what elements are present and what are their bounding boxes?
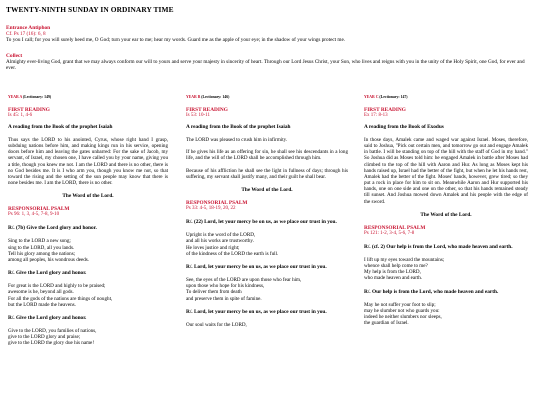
year-heading [8, 95, 168, 99]
psalm-response: R/. (cf. 2) Our help is from the Lord, who made heaven and earth. [364, 243, 513, 250]
psalm-verse: Give to the LORD, you families of nations, give to the LORD glory and praise; give to the LORD the glory due his name! [8, 328, 97, 347]
entrance-antiphon [6, 25, 534, 43]
year-label: YEAR C [364, 95, 379, 99]
year-heading [186, 95, 348, 99]
entrance-antiphon-label: Entrance Antiphon [6, 25, 51, 31]
reading-title: A reading from the Book of the prophet Isaiah [186, 124, 291, 130]
first-reading-cite: Ex 17: 8-13 [364, 113, 388, 118]
psalm-label: RESPONSORIAL PSALM [364, 224, 426, 231]
psalm-verse: Upright is the word of the LORD, and all his works are trustworthy. He loves justice and right; of the kindness of the LORD the earth is full. [186, 232, 279, 257]
psalm-response: R/. Give the Lord glory and honor. [8, 314, 87, 321]
first-reading-label: FIRST READING [8, 107, 50, 113]
year-label: YEAR B [186, 95, 201, 99]
psalm-response: R/. (22) Lord, let your mercy be on us, as we place our trust in you. [186, 219, 337, 226]
psalm-cite: Ps 121: 1-2, 3-4, 5-6, 7-8 [364, 230, 415, 236]
entrance-antiphon-text: To you I call; for you will surely heed me, O God; turn your ear to me; hear my words. Guard me as the apple of your eye; in the shadow of your wings protect me. [6, 37, 346, 43]
year-label: YEAR A [8, 95, 23, 99]
page-title: TWENTY-NINTH SUNDAY IN ORDINARY TIME [6, 5, 174, 14]
collect-text: Almighty ever-living God, grant that we may always conform our will to yours and serve your majesty in sincerity of heart. Through our Lord Jesus Christ, your Son, who lives and reigns with you in the unity of the Holy Spirit, one God, for ever and ever. [6, 59, 525, 72]
entrance-antiphon-cite: Cf. Ps 17 (16): 6, 8 [6, 31, 46, 37]
lectionary-number: (Lectionary: 146) [201, 95, 230, 99]
reading-passage: In those days, Amalek came and waged war against Israel. Moses, therefore, said to Joshua, "Pick out certain men, and tomorrow go out and engage Amalek in battle. I will be standing on top of the hill with the staff of God in my hand." So Joshua did as Moses told him: he engaged Amalek in battle after Moses had climbed to the top of the hill with Aaron and Hur. As long as Moses kept his hands raised up, Israel had the better of the fight, but when he let his hands rest, Amalek had the better of the fight. Moses' hands, however, grew tired; so they put a rock in place for him to sit on. Meanwhile Aaron and Hur supported his hands, one on one side and one on the other, so that his hands remained steady till sunset. And Joshua mowed down Amalek and his people with the edge of the sword. [364, 137, 528, 205]
psalm-response: R/. Lord, let your mercy be on us, as we place our trust in you. [186, 308, 327, 315]
psalm-response: R/. Lord, let your mercy be on us, as we place our trust in you. [186, 263, 327, 270]
reading-title: A reading from the Book of the prophet Isaiah [8, 124, 113, 130]
psalm-verse: See, the eyes of the LORD are upon those who fear him, upon those who hope for his kindness, To deliver them from death and preserve them in spite of famine. [186, 277, 302, 302]
psalm-response: R/. Our help is from the Lord, who made heaven and earth. [364, 288, 499, 295]
psalm-verse: For great is the LORD and highly to be praised; awesome is he, beyond all gods. For all the gods of the nations are things of nought, but the LORD made the heavens. [8, 283, 113, 308]
word-of-the-lord: The Word of the Lord. [420, 211, 472, 218]
psalm-verse: Our soul waits for the LORD, [186, 321, 247, 328]
psalm-response: R/. Give the Lord glory and honor. [8, 270, 87, 277]
psalm-cite: Ps 33: 4-5, 18-19, 20, 22 [186, 206, 236, 212]
word-of-the-lord: The Word of the Lord. [62, 193, 114, 200]
psalm-verse: May he not suffer your foot to slip; may he slumber not who guards you: indeed he neither slumbers nor sleeps, the guardian of Israel. [364, 301, 442, 327]
reading-passage: Thus says the LORD to his anointed, Cyrus, whose right hand I grasp, subduing nations before him, and making kings run in his service, opening doors before him and leaving the gates unbarred: For the sake of Jacob, my servant, of Israel, my chosen one, I have called you by your name, giving you a title, though you knew me not. I am the LORD and there is no other, there is no God besides me. It is I who arm you, though you know me not, so that toward the rising and the setting of the sun people may know that there is none besides me. I am the LORD, there is no other. [8, 137, 168, 187]
psalm-response: R/. (7b) Give the Lord glory and honor. [8, 225, 97, 232]
reading-passage: The LORD was pleased to crush him in infirmity. If he gives his life as an offering for sin, he shall see his descendants in a long life, and the will of the LORD shall be accomplished through him. Because of his affliction he shall see the light in fullness of days; through his suffering, my servant shall justify many, and their guilt he shall bear. [186, 137, 348, 180]
column-year-b [186, 95, 348, 335]
lectionary-number: (Lectionary: 147) [379, 95, 408, 99]
psalm-verse: Sing to the LORD a new song; sing to the LORD, all you lands. Tell his glory among the nations; among all peoples, his wondrous deeds. [8, 238, 90, 263]
psalm-verse: I lift up my eyes toward the mountains; whence shall help come to me? My help is from the LORD, who made heaven and earth. [364, 256, 445, 282]
psalm-label: RESPONSORIAL PSALM [8, 206, 70, 213]
word-of-the-lord: The Word of the Lord. [241, 187, 293, 194]
first-reading-label: FIRST READING [186, 107, 228, 113]
collect-label: Collect [6, 53, 23, 59]
lectionary-number: (Lectionary: 149) [22, 95, 52, 99]
first-reading-cite: Is 53: 10-11 [186, 113, 210, 118]
first-reading-label: FIRST READING [364, 107, 406, 113]
column-year-c [364, 95, 528, 333]
psalm-label: RESPONSORIAL PSALM [186, 200, 248, 207]
column-year-a [8, 95, 168, 354]
collect [6, 53, 534, 71]
year-heading [364, 95, 528, 99]
psalm-cite: Ps 96: 1, 3, 4-5, 7-8, 9-10 [8, 212, 60, 218]
reading-title: A reading from the Book of Exodus [364, 124, 444, 130]
first-reading-cite: Is 45: 1, 4-6 [8, 113, 33, 118]
